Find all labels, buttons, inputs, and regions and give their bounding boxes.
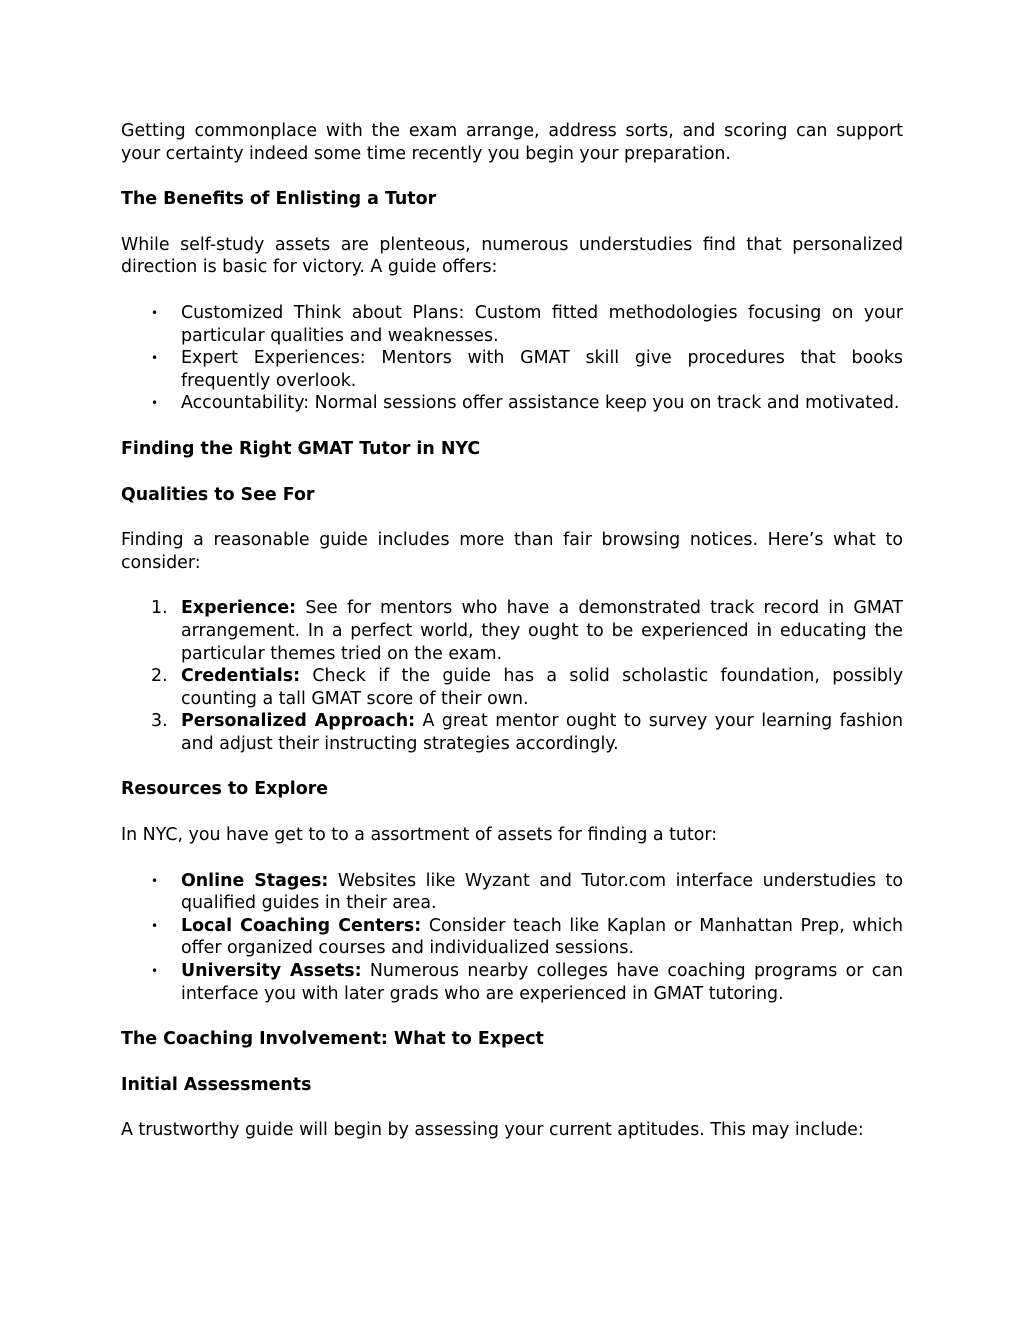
bullet-icon: • [151,964,159,979]
bullet-icon: • [151,305,159,320]
list-item [121,915,903,960]
list-number: 2. [151,666,168,687]
list-item-term: University Assets: [181,961,362,982]
list-item [121,392,903,415]
bullet-icon: • [151,873,159,888]
bullet-icon: • [151,918,159,933]
document-page [121,120,903,1165]
intro-paragraph: Getting commonplace with the exam arrange, address sorts, and scoring can support your certainty indeed some time recently you begin your preparation. [121,121,903,164]
list-item [121,710,903,755]
list-item [121,870,903,915]
list-item [121,302,903,347]
qualities-heading: Qualities to See For [121,484,315,505]
benefits-heading: The Benefits of Enlisting a Tutor [121,189,437,210]
bullet-icon: • [151,396,159,411]
resources-heading: Resources to Explore [121,779,329,800]
list-item-text: Consider teach like Kaplan or Manhattan Prep, which offer organized courses and individualized sessions. [181,915,904,959]
bullet-icon: • [151,351,159,366]
list-item-text: Numerous nearby colleges have coaching programs or can interface you with later grads who are experienced in GMAT tutoring. [181,961,903,1004]
list-item-text: A great mentor ought to survey your learning fashion and adjust their instructing strategies accordingly. [181,711,903,754]
list-item [121,960,903,1005]
list-item-term: Credentials: [181,666,301,687]
resources-list [121,870,903,1006]
list-item-text: See for mentors who have a demonstrated track record in GMAT arrangement. In a perfect world, they ought to be experienced in educating the particular themes tried on the exam. [181,598,903,664]
coaching-heading: The Coaching Involvement: What to Expect [121,1029,544,1050]
list-item-term: Local Coaching Centers: [181,915,422,936]
qualities-paragraph: Finding a reasonable guide includes more than fair browsing notices. Here’s what to consider: [121,530,903,573]
list-item-text: Check if the guide has a solid scholastic foundation, possibly counting a tall GMAT score of their own. [181,666,903,709]
assessments-heading: Initial Assessments [121,1074,312,1095]
qualities-list [121,597,903,755]
list-item-term: Personalized Approach: [181,711,416,732]
benefits-paragraph: While self-study assets are plenteous, numerous understudies find that personalized direction is basic for victory. A guide offers: [121,234,903,278]
assessments-paragraph: A trustworthy guide will begin by assessing your current aptitudes. This may include: [121,1120,864,1141]
list-item [121,665,903,710]
list-number: 1. [151,598,168,619]
list-item-term: Online Stages: [181,870,329,891]
benefits-list [121,302,903,415]
list-item-term: Experience: [181,598,297,619]
list-item-text: Expert Experiences: Mentors with GMAT skill give procedures that books frequently overlook. [181,348,903,391]
list-number: 3. [151,711,168,732]
list-item [121,597,903,665]
finding-heading: Finding the Right GMAT Tutor in NYC [121,438,481,459]
list-item-text: Websites like Wyzant and Tutor.com interface understudies to qualified guides in their area. [181,870,903,914]
list-item [121,347,903,392]
list-item-text: Customized Think about Plans: Custom fitted methodologies focusing on your particular qualities and weaknesses. [181,302,903,346]
resources-paragraph: In NYC, you have get to to a assortment of assets for finding a tutor: [121,825,718,846]
list-item-text: Accountability: Normal sessions offer assistance keep you on track and motivated. [181,393,900,414]
